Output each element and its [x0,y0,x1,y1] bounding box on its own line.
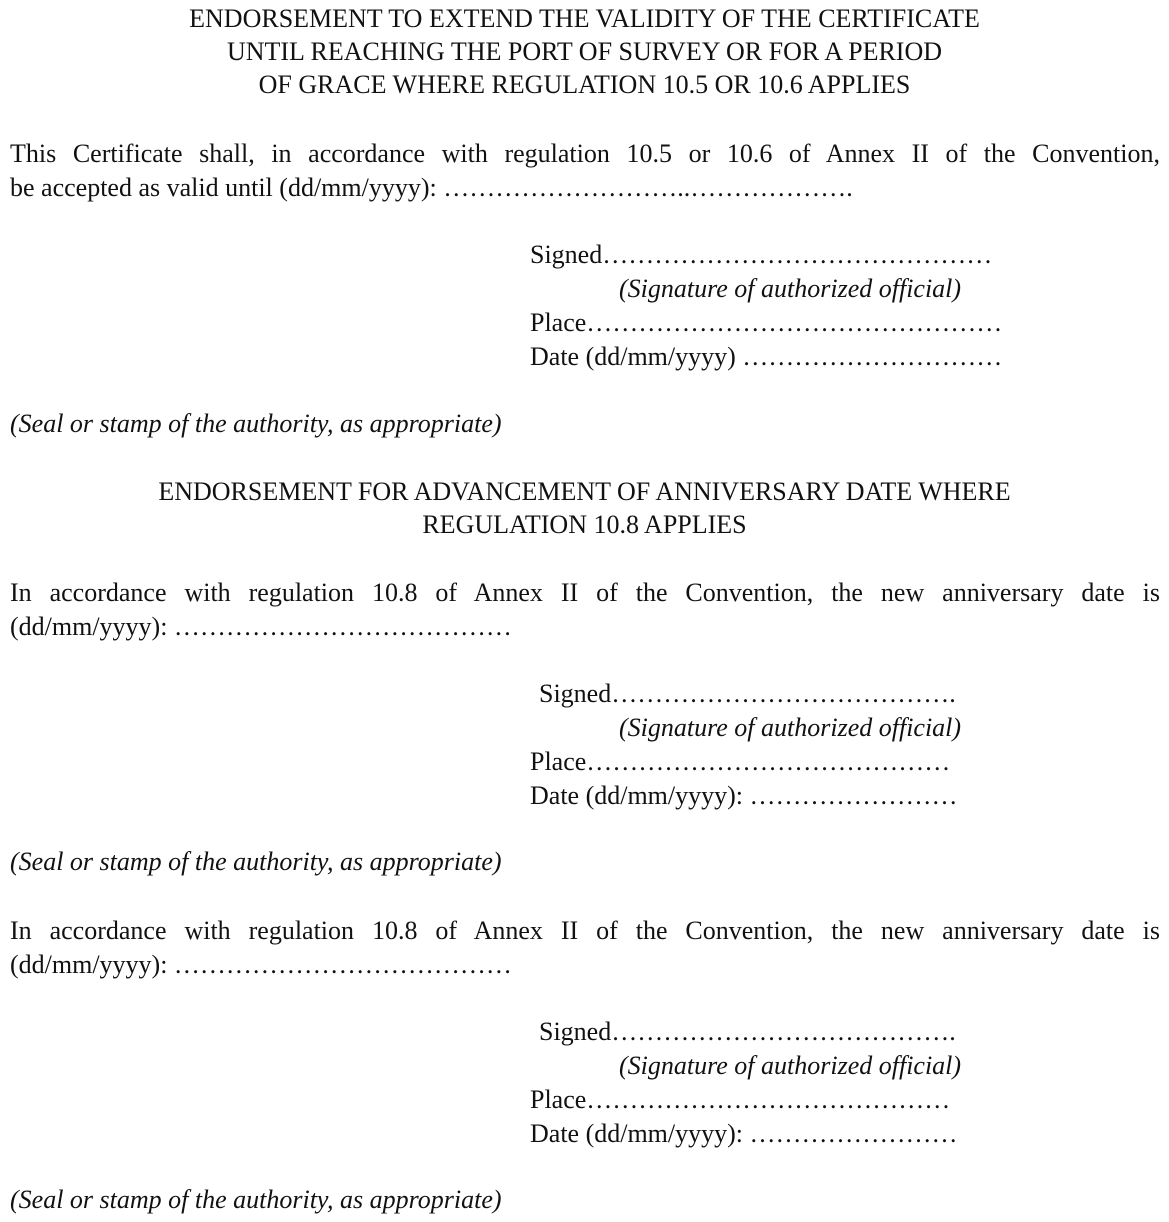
paragraph-line: This Certificate shall, in accordance with regulation 10.5 or 10.6 of Annex II of the Convention, [10,139,1160,168]
section1-heading [0,2,1169,101]
signature-note: (Signature of authorized official) [619,1051,962,1080]
signature-note: (Signature of authorized official) [619,713,962,742]
signed-field: Signed…………………………………. [539,1017,956,1046]
paragraph-line: In accordance with regulation 10.8 of Annex II of the Convention, the new anniversary date is [10,578,1160,607]
place-field: Place………………………………………… [530,308,1003,337]
seal-note: (Seal or stamp of the authority, as appropriate) [10,847,502,876]
heading-line: REGULATION 10.8 APPLIES [422,510,747,539]
anniversary-paragraph [10,914,1160,982]
heading-line: ENDORSEMENT FOR ADVANCEMENT OF ANNIVERSARY DATE WHERE [158,477,1011,506]
heading-line: UNTIL REACHING THE PORT OF SURVEY OR FOR A PERIOD [226,37,943,66]
place-field: Place…………………………………… [530,747,951,776]
validity-paragraph [10,137,1160,205]
place-field: Place…………………………………… [530,1085,951,1114]
signed-field: Signed……………………………………… [530,240,993,269]
anniversary-paragraph [10,576,1160,644]
section2-heading [0,475,1169,541]
seal-note: (Seal or stamp of the authority, as appropriate) [10,409,502,438]
heading-line: OF GRACE WHERE REGULATION 10.5 OR 10.6 APPLIES [258,70,911,99]
paragraph-line: (dd/mm/yyyy): ………………………………… [10,612,512,641]
paragraph-line: (dd/mm/yyyy): ………………………………… [10,950,512,979]
seal-note: (Seal or stamp of the authority, as appropriate) [10,1185,502,1214]
date-field: Date (dd/mm/yyyy): …………………… [530,1119,958,1148]
date-field: Date (dd/mm/yyyy): …………………… [530,781,958,810]
heading-line: ENDORSEMENT TO EXTEND THE VALIDITY OF THE CERTIFICATE [189,4,980,33]
signed-field: Signed…………………………………. [539,679,956,708]
date-field: Date (dd/mm/yyyy) ………………………… [530,342,1003,371]
signature-note: (Signature of authorized official) [619,274,962,303]
paragraph-line: be accepted as valid until (dd/mm/yyyy): ………………………..………………. [10,173,853,202]
paragraph-line: In accordance with regulation 10.8 of Annex II of the Convention, the new anniversary date is [10,916,1160,945]
